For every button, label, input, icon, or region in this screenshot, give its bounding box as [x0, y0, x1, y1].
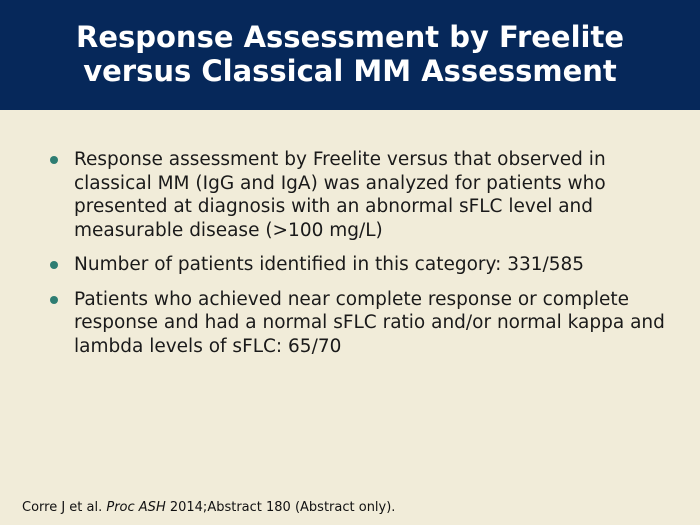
bullet-dot-icon	[50, 156, 58, 164]
title-banner	[0, 0, 700, 110]
citation-authors: Corre J et al.	[22, 500, 107, 515]
bullet-dot-icon	[50, 296, 58, 304]
bullet-item	[74, 253, 674, 277]
slide-title-line-1: Response Assessment by Freelite	[75, 20, 625, 54]
bullet-text: Response assessment by Freelite versus that observed in classical MM (IgG and IgA) was analyzed for patients who presented at diagnosis with an abnormal sFLC level and measurable disease (>100 mg/L)	[74, 149, 606, 241]
bullet-dot-icon	[50, 261, 58, 269]
bullet-item	[74, 148, 674, 242]
citation-details: 2014;Abstract 180 (Abstract only).	[165, 500, 396, 515]
citation-footnote	[22, 500, 395, 516]
bullet-item	[74, 288, 674, 359]
slide-title-line-2: versus Classical MM Assessment	[83, 54, 617, 88]
bullet-text: Number of patients identified in this category: 331/585	[74, 254, 585, 275]
citation-journal: Proc ASH	[106, 500, 166, 515]
slide-title	[0, 20, 700, 88]
bullet-list	[74, 148, 674, 369]
bullet-text: Patients who achieved near complete response or complete response and had a normal sFLC ratio and/or normal kappa and lambda levels of sFLC: 65/70	[74, 288, 665, 357]
